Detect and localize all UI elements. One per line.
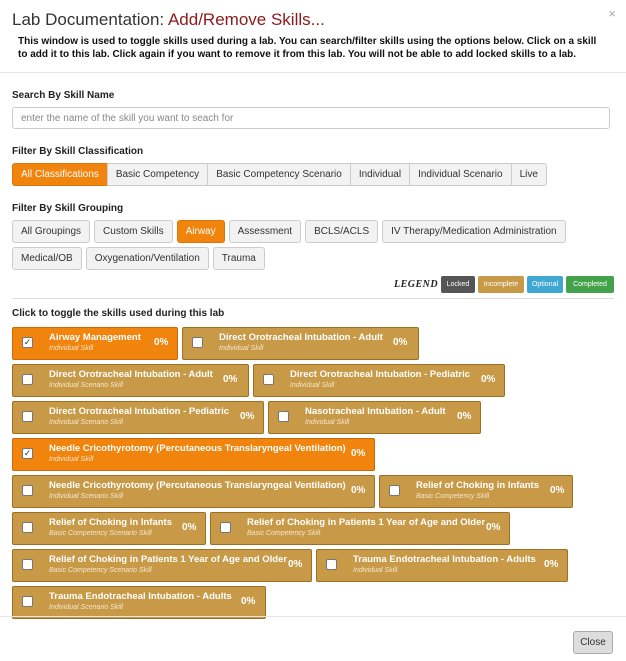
skill-name: Airway Management (49, 332, 141, 343)
skill-name: Relief of Choking in Patients 1 Year of Age and Older (49, 554, 288, 565)
skill-card[interactable] (12, 401, 264, 434)
grouping-bcls-acls[interactable]: BCLS/ACLS (305, 220, 378, 243)
search-label: Search By Skill Name (12, 90, 115, 101)
skill-card[interactable] (12, 475, 375, 508)
checkbox-icon[interactable] (192, 337, 203, 348)
skill-percent: 0% (154, 337, 169, 348)
close-icon[interactable]: × (608, 6, 616, 21)
skill-name: Relief of Choking in Infants (49, 517, 172, 528)
skill-name: Relief of Choking in Patients 1 Year of Age and Older (247, 517, 486, 528)
skill-percent: 0% (457, 411, 472, 422)
skill-type: Individual Scenario Skill (49, 419, 123, 426)
skill-percent: 0% (240, 411, 255, 422)
modal-footer (0, 616, 626, 661)
classification-live[interactable]: Live (511, 163, 547, 186)
skill-name: Relief of Choking in Infants (416, 480, 539, 491)
skill-card[interactable] (12, 512, 206, 545)
skill-type: Basic Competency Skill (247, 530, 321, 537)
checkbox-icon[interactable] (22, 411, 33, 422)
skill-percent: 0% (393, 337, 408, 348)
classification-filter (12, 163, 614, 186)
skill-card[interactable] (182, 327, 419, 360)
checkbox-icon[interactable] (22, 522, 33, 533)
skill-type: Individual Scenario Skill (49, 493, 123, 500)
skill-percent: 0% (481, 374, 496, 385)
classification-individual-scenario[interactable]: Individual Scenario (409, 163, 512, 186)
skill-type: Individual Scenario Skill (49, 382, 123, 389)
skill-percent: 0% (182, 522, 197, 533)
skill-card[interactable] (12, 438, 375, 471)
skill-card[interactable] (316, 549, 568, 582)
skill-card[interactable] (12, 586, 266, 619)
grouping-oxygenation-ventilation[interactable]: Oxygenation/Ventilation (86, 247, 209, 270)
skill-type: Basic Competency Skill (416, 493, 490, 500)
skill-name: Nasotracheal Intubation - Adult (305, 406, 446, 417)
modal-title (12, 10, 614, 30)
skill-name: Direct Orotracheal Intubation - Adult (49, 369, 213, 380)
title-accent: Add/Remove Skills... (167, 10, 325, 29)
modal-header (0, 0, 626, 73)
classification-basic-competency[interactable]: Basic Competency (107, 163, 208, 186)
skill-type: Individual Skill (219, 345, 264, 352)
grouping-assessment[interactable]: Assessment (229, 220, 301, 243)
skills-label: Click to toggle the skills used during this lab (12, 308, 225, 319)
skill-type: Individual Scenario Skill (49, 604, 123, 611)
classification-label: Filter By Skill Classification (12, 146, 144, 157)
legend-completed: Completed (566, 276, 614, 293)
skill-card[interactable] (268, 401, 481, 434)
checkbox-checked-icon[interactable]: ✓ (23, 337, 32, 347)
skill-card[interactable] (12, 364, 249, 397)
modal-body (0, 90, 626, 619)
checkbox-icon[interactable] (22, 485, 33, 496)
skill-name: Needle Cricothyrotomy (Percutaneous Translaryngeal Ventilation) (49, 480, 346, 491)
search-input[interactable] (12, 107, 610, 129)
skill-type: Individual Skill (305, 419, 350, 426)
skill-name: Direct Orotracheal Intubation - Pediatric (290, 369, 471, 380)
checkbox-icon[interactable] (326, 559, 337, 570)
skill-percent: 0% (351, 448, 366, 459)
checkbox-icon[interactable] (22, 559, 33, 570)
skill-name: Trauma Endotracheal Intubation - Adults (49, 591, 232, 602)
skill-type: Individual Skill (49, 345, 94, 352)
skill-type: Individual Skill (353, 567, 398, 574)
checkbox-icon[interactable] (263, 374, 274, 385)
skill-card[interactable] (12, 327, 178, 360)
skill-percent: 0% (288, 559, 303, 570)
checkbox-icon[interactable] (22, 596, 33, 607)
skill-type: Basic Competency Scenario Skill (49, 567, 152, 574)
checkbox-icon[interactable] (389, 485, 400, 496)
skill-card[interactable] (12, 549, 312, 582)
grouping-custom-skills[interactable]: Custom Skills (94, 220, 173, 243)
checkbox-checked-icon[interactable]: ✓ (23, 448, 32, 458)
grouping-all[interactable]: All Groupings (12, 220, 90, 243)
checkbox-icon[interactable] (22, 374, 33, 385)
skill-name: Trauma Endotracheal Intubation - Adults (353, 554, 536, 565)
grouping-airway[interactable]: Airway (177, 220, 225, 243)
skill-type: Individual Skill (49, 456, 94, 463)
classification-basic-competency-scenario[interactable]: Basic Competency Scenario (207, 163, 351, 186)
legend-incomplete: Incomplete (478, 276, 524, 293)
skill-percent: 0% (351, 485, 366, 496)
skill-name: Needle Cricothyrotomy (Percutaneous Translaryngeal Ventilation) (49, 443, 346, 454)
legend-locked: Locked (441, 276, 475, 293)
skill-card[interactable] (210, 512, 510, 545)
skill-percent: 0% (486, 522, 501, 533)
skill-percent: 0% (241, 596, 256, 607)
skill-card[interactable] (379, 475, 573, 508)
modal-description: This window is used to toggle skills used during a lab. You can search/filter skills using the options below. Click on a skill to add it to this lab. Click again if you want to remove it from this lab. You will not be able to add locked skills to a lab. (18, 36, 597, 60)
title-prefix: Lab Documentation: (12, 10, 168, 29)
grouping-medical-ob[interactable]: Medical/OB (12, 247, 82, 270)
checkbox-icon[interactable] (220, 522, 231, 533)
classification-all[interactable]: All Classifications (12, 163, 108, 186)
skill-type: Individual Skill (290, 382, 335, 389)
legend-title: LEGEND (394, 279, 439, 290)
skill-name: Direct Orotracheal Intubation - Pediatric (49, 406, 230, 417)
skill-percent: 0% (550, 485, 565, 496)
skill-card[interactable] (253, 364, 505, 397)
classification-individual[interactable]: Individual (350, 163, 410, 186)
checkbox-icon[interactable] (278, 411, 289, 422)
legend (12, 276, 614, 299)
skill-percent: 0% (544, 559, 559, 570)
grouping-trauma[interactable]: Trauma (213, 247, 265, 270)
close-button[interactable]: Close (573, 631, 613, 654)
grouping-filter (12, 220, 616, 270)
skill-percent: 0% (223, 374, 238, 385)
skill-type: Basic Competency Scenario Skill (49, 530, 152, 537)
grouping-label: Filter By Skill Grouping (12, 203, 124, 214)
skills-list (12, 327, 616, 619)
legend-optional: Optional (527, 276, 563, 293)
skill-name: Direct Orotracheal Intubation - Adult (219, 332, 383, 343)
grouping-iv-therapy[interactable]: IV Therapy/Medication Administration (382, 220, 565, 243)
